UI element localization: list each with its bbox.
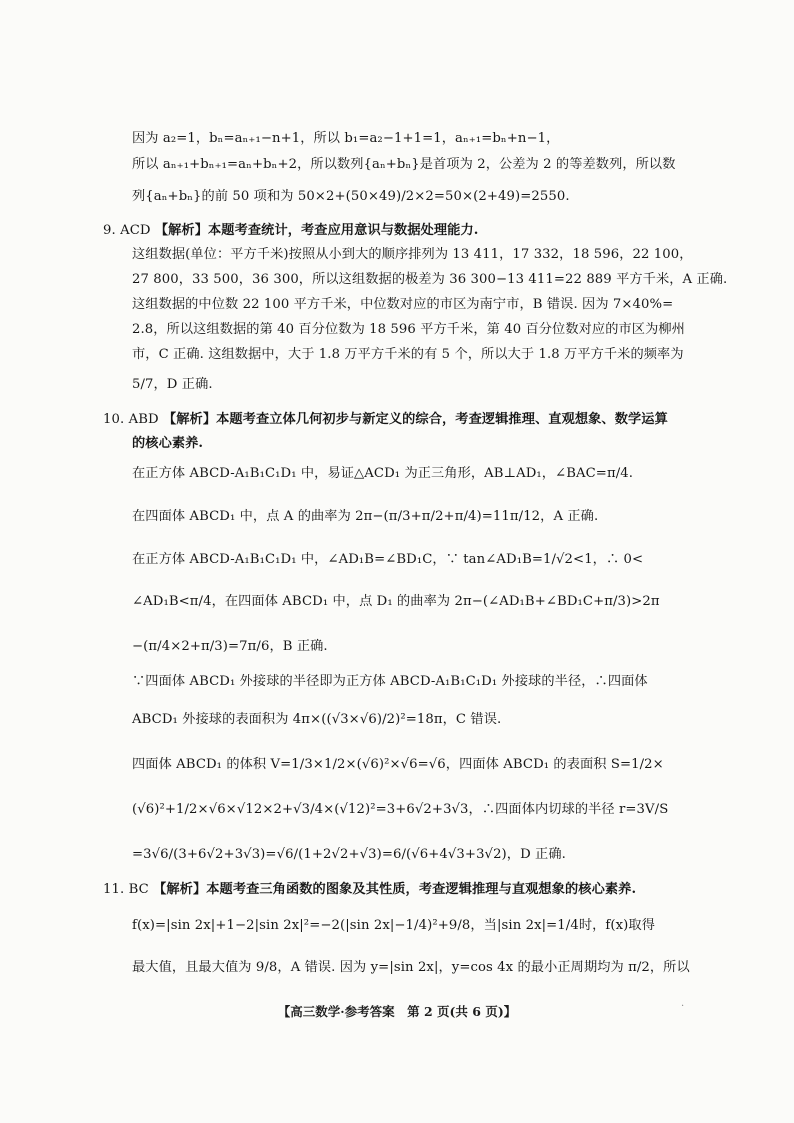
question-10-analysis-title: 【解析】本题考查立体几何初步与新定义的综合，考查逻辑推理、直观想象、数学运算 [162, 412, 668, 427]
text-line: ∵四面体 ABCD₁ 外接球的半径即为正方体 ABCD-A₁B₁C₁D₁ 外接球的半径，∴四面体 [132, 674, 648, 689]
footer-mark: . [681, 998, 685, 1009]
text-line: (√6)²+1/2×√6×√12×2+√3/4×(√12)²=3+6√2+3√3，∴四面体内切球的半径 r=3V/S [132, 802, 669, 817]
text-line: 所以 aₙ₊₁+bₙ₊₁=aₙ+bₙ+2，所以数列{aₙ+bₙ}是首项为 2，公差为 2 的等差数列，所以数 [132, 157, 676, 172]
question-9-header [103, 221, 663, 241]
question-10-answer: 10. ABD [103, 412, 159, 427]
text-line: 市，C 正确. 这组数据中，大于 1.8 万平方千米的有 5 个，所以大于 1.8 万平方千米的频率为 [132, 347, 684, 362]
text-line: 这组数据的中位数 22 100 平方千米，中位数对应的市区为南宁市，B 错误. 因为 7×40%= [132, 297, 674, 312]
text-line: 在四面体 ABCD₁ 中，点 A 的曲率为 2π−(π/3+π/2+π/4)=11π/12，A 正确. [132, 509, 599, 524]
text-line: 因为 a₂=1，bₙ=aₙ₊₁−n+1，所以 b₁=a₂−1+1=1，aₙ₊₁=bₙ+n−1， [132, 131, 560, 146]
question-11-header [103, 880, 663, 900]
text-line: 四面体 ABCD₁ 的体积 V=1/3×1/2×(√6)²×√6=√6，四面体 ABCD₁ 的表面积 S=1/2× [132, 757, 664, 772]
question-9-answer: 9. ACD [103, 223, 151, 238]
text-line: 这组数据(单位：平方千米)按照从小到大的顺序排列为 13 411，17 332，18 596，22 100， [132, 247, 693, 262]
text-line: 在正方体 ABCD-A₁B₁C₁D₁ 中，易证△ACD₁ 为正三角形，AB⊥AD₁，∠BAC=π/4. [132, 466, 634, 481]
question-9-analysis-title: 【解析】本题考查统计，考查应用意识与数据处理能力. [154, 223, 479, 238]
question-10-header [103, 410, 668, 430]
text-line: =3√6/(3+6√2+3√3)=√6/(1+2√2+√3)=6/(√6+4√3+3√2)，D 正确. [132, 847, 566, 862]
text-line: 列{aₙ+bₙ}的前 50 项和为 50×2+(50×49)/2×2=50×(2+49)=2550. [132, 189, 570, 204]
text-line: ∠AD₁B<π/4，在四面体 ABCD₁ 中，点 D₁ 的曲率为 2π−(∠AD₁B+∠BD₁C+π/3)>2π [132, 594, 660, 609]
question-10-analysis-title-cont: 的核心素养. [132, 436, 204, 451]
question-11-analysis-title: 【解析】本题考查三角函数的图象及其性质，考查逻辑推理与直观想象的核心素养. [153, 882, 637, 897]
text-line: −(π/4×2+π/3)=7π/6，B 正确. [132, 639, 328, 654]
text-line: f(x)=|sin 2x|+1−2|sin 2x|²=−2(|sin 2x|−1/4)²+9/8，当|sin 2x|=1/4时，f(x)取得 [132, 918, 655, 933]
text-line: ABCD₁ 外接球的表面积为 4π×((√3×√6)/2)²=18π，C 错误. [132, 712, 502, 727]
text-line: 2.8，所以这组数据的第 40 百分位数为 18 596 平方千米，第 40 百分位数对应的市区为柳州 [132, 322, 685, 337]
text-line: 5/7，D 正确. [132, 377, 213, 392]
question-11-answer: 11. BC [103, 882, 149, 897]
text-line: 27 800，33 500，36 300，所以这组数据的极差为 36 300−13 411=22 889 平方千米，A 正确. [132, 272, 728, 287]
text-line: 最大值，且最大值为 9/8，A 错误. 因为 y=|sin 2x|，y=cos 4x 的最小正周期均为 π/2，所以 [132, 960, 690, 975]
page-footer: 【高三数学·参考答案 第 2 页(共 6 页)】 [277, 1004, 517, 1019]
text-line: 在正方体 ABCD-A₁B₁C₁D₁ 中，∠AD₁B=∠BD₁C，∵ tan∠AD₁B=1/√2<1，∴ 0< [132, 552, 644, 567]
